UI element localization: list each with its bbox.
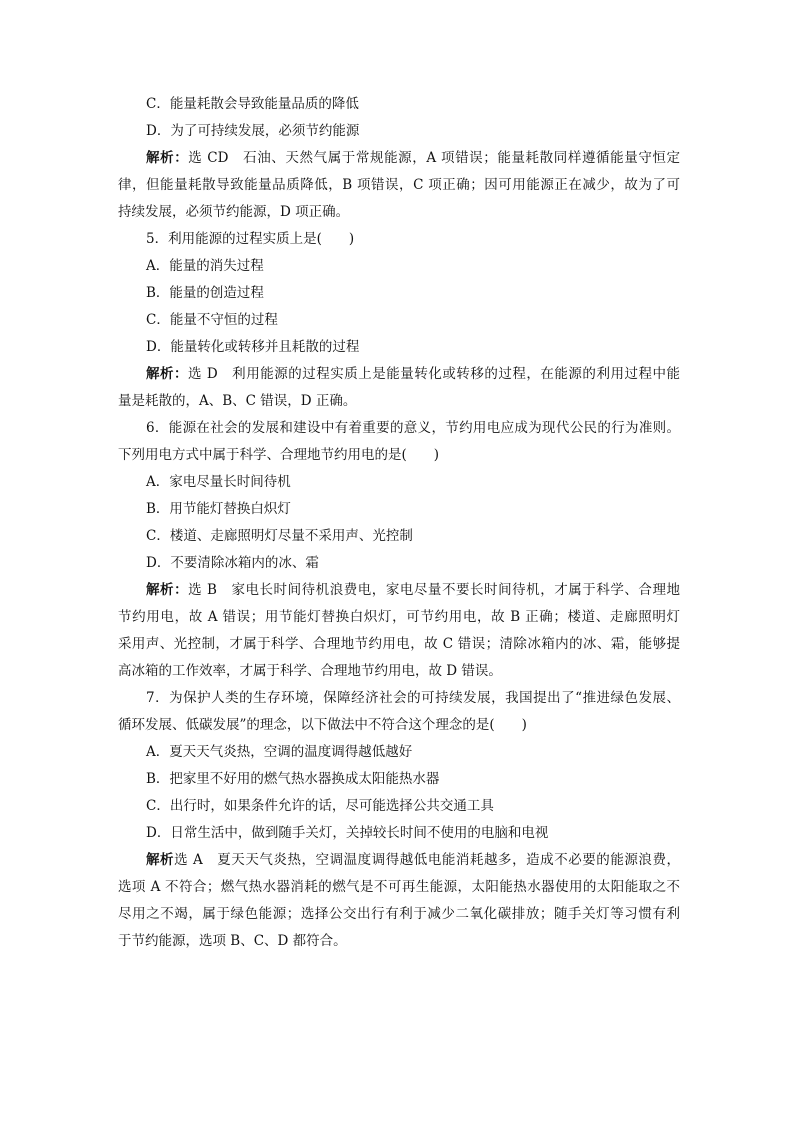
q4-analysis-line-1	[118, 145, 680, 172]
q7-option-a: A．夏天天气炎热，空调的温度调得越低越好	[146, 744, 413, 760]
q6-analysis-text-1: 选 B 家电长时间待机浪费电，家电尽量不要长时间待机，才属于科学、合理地	[188, 582, 681, 598]
q7-analysis-line-1	[118, 847, 680, 874]
q7-analysis-label: 解析	[146, 852, 175, 868]
q4-analysis-line-3: 持续发展，必须节约能源，D 项正确。	[118, 204, 350, 220]
q5-analysis-text-1: 选 D 利用能源的过程实质上是能量转化或转移的过程，在能源的利用过程中能	[188, 366, 680, 382]
q7-stem-line-2: 循环发展、低碳发展”的理念，以下做法中不符合这个理念的是( )	[118, 717, 527, 733]
q5-analysis-line-1	[118, 361, 680, 388]
q5-stem: 5．利用能源的过程实质上是( )	[146, 231, 355, 247]
q4-option-d: D．为了可持续发展，必须节约能源	[146, 123, 360, 139]
q4-option-c: C．能量耗散会导致能量品质的降低	[146, 96, 359, 112]
q7-stem-line-1: 7．为保护人类的生存环境，保障经济社会的可持续发展，我国提出了“推进绿色发展、	[146, 690, 680, 706]
q6-option-d: D．不要清除冰箱内的冰、霜	[146, 555, 319, 571]
page-content	[118, 91, 680, 955]
q5-option-a: A．能量的消失过程	[146, 258, 264, 274]
q5-analysis-label: 解析：	[146, 366, 189, 382]
q6-stem-line-1: 6．能源在社会的发展和建设中有着重要的意义，节约用电应成为现代公民的行为准则。	[146, 420, 680, 436]
q7-option-d: D．日常生活中，做到随手关灯，关掉较长时间不使用的电脑和电视	[146, 825, 549, 841]
q7-analysis-line-2: 选项 A 不符合；燃气热水器消耗的燃气是不可再生能源，太阳能热水器使用的太阳能取之不	[118, 879, 680, 895]
q6-analysis-line-2: 节约用电，故 A 错误；用节能灯替换白炽灯，可节约用电，故 B 正确；楼道、走廊照明灯	[118, 609, 680, 625]
q6-option-b: B．用节能灯替换白炽灯	[146, 501, 291, 517]
q4-analysis-text-1: 选 CD 石油、天然气属于常规能源，A 项错误；能量耗散同样遵循能量守恒定	[188, 150, 681, 166]
q6-analysis-line-3: 采用声、光控制，才属于科学、合理地节约用电，故 C 错误；清除冰箱内的冰、霜，能够提	[118, 636, 680, 652]
q4-analysis-line-2: 律，但能量耗散导致能量品质降低，B 项错误，C 项正确；因可用能源正在减少，故为了可	[118, 177, 680, 193]
q5-analysis-line-2: 量是耗散的，A、B、C 错误，D 正确。	[118, 393, 357, 409]
q6-stem-line-2: 下列用电方式中属于科学、合理地节约用电的是( )	[118, 447, 440, 463]
q7-analysis-line-4: 于节约能源，选项 B、C、D 都符合。	[118, 933, 347, 949]
q7-analysis-line-3: 尽用之不竭，属于绿色能源；选择公交出行有利于减少二氧化碳排放；随手关灯等习惯有利	[118, 906, 680, 922]
q5-option-d: D．能量转化或转移并且耗散的过程	[146, 339, 360, 355]
q6-analysis-line-1	[118, 577, 680, 604]
q4-analysis-label: 解析：	[146, 150, 189, 166]
q6-option-a: A．家电尽量长时间待机	[146, 474, 291, 490]
q7-option-b: B．把家里不好用的燃气热水器换成太阳能热水器	[146, 771, 440, 787]
q7-option-c: C．出行时，如果条件允许的话，尽可能选择公共交通工具	[146, 798, 494, 814]
q6-option-c: C．楼道、走廊照明灯尽量不采用声、光控制	[146, 528, 413, 544]
q5-option-b: B．能量的创造过程	[146, 285, 264, 301]
q6-analysis-label: 解析：	[146, 582, 189, 598]
q5-option-c: C．能量不守恒的过程	[146, 312, 278, 328]
q6-analysis-line-4: 高冰箱的工作效率，才属于科学、合理地节约用电，故 D 错误。	[118, 663, 502, 679]
q7-analysis-text-1: 选 A 夏天天气炎热，空调温度调得越低电能消耗越多，造成不必要的能源浪费，	[174, 852, 680, 868]
